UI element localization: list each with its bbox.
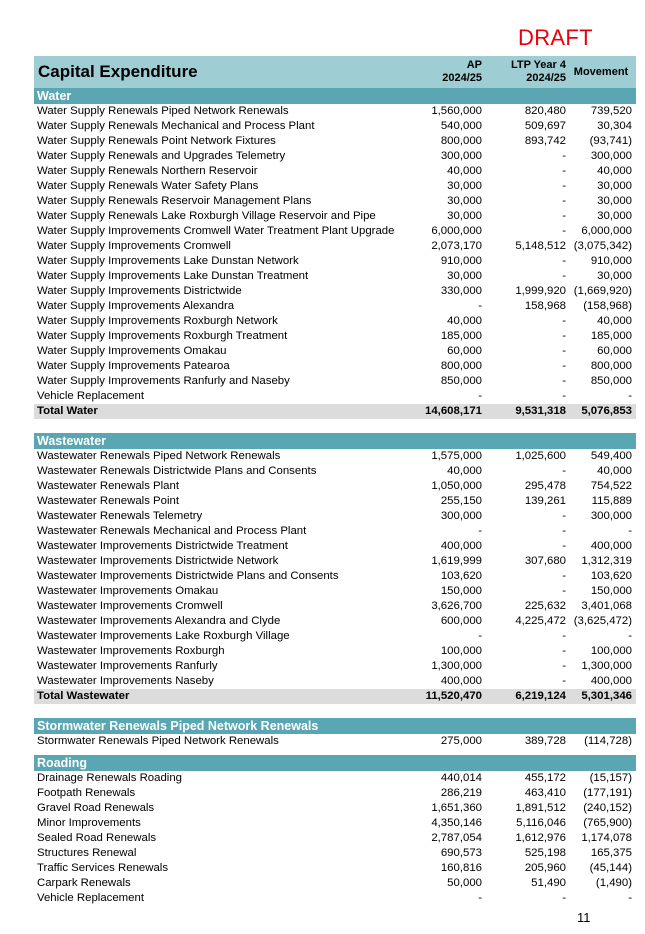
row-label: Wastewater Renewals Telemetry [37,510,203,522]
ap-value: - [478,525,482,537]
ap-value: 400,000 [440,675,482,687]
table-row [34,524,636,539]
ap-value: 440,014 [440,772,482,784]
ltp-value: - [562,360,566,372]
ltp-value: - [562,525,566,537]
ap-value: 1,651,360 [431,802,482,814]
ap-value: 40,000 [447,165,482,177]
row-label: Vehicle Replacement [37,892,145,904]
row-label: Carpark Renewals [37,877,131,889]
ltp-value: - [562,630,566,642]
row-label: Water Supply Improvements Lake Dunstan Treatment [37,270,309,282]
total-row [34,404,636,419]
ap-value: 100,000 [440,645,482,657]
table-row [34,314,636,329]
table-row [34,861,636,876]
ltp-value: 463,410 [524,787,566,799]
movement-value: 400,000 [590,540,632,552]
table-row [34,734,636,749]
ap-value: 40,000 [447,315,482,327]
table-row [34,644,636,659]
movement-value: 30,000 [597,180,632,192]
ltp-value: - [562,570,566,582]
ap-value: 1,575,000 [431,450,482,462]
movement-value: - [628,630,632,642]
ap-value: 2,073,170 [431,240,482,252]
total-row-label: Total Wastewater [34,689,407,704]
row-label: Wastewater Improvements Districtwide Network [37,555,279,567]
row-label: Gravel Road Renewals [37,802,155,814]
ltp-value: - [562,660,566,672]
ltp-value: - [562,270,566,282]
ltp-value: 893,742 [524,135,566,147]
ltp-value: - [562,255,566,267]
movement-value: 150,000 [590,585,632,597]
row-label: Wastewater Renewals Point [37,495,180,507]
ltp-value: - [562,892,566,904]
row-label: Water Supply Renewals Point Network Fixtures [37,135,276,147]
ap-value: - [478,390,482,402]
movement-value: 6,000,000 [581,225,632,237]
column-header-ap-line2: 2024/25 [442,72,482,84]
row-label: Water Supply Renewals Lake Roxburgh Village Reservoir and Pipe [37,210,376,222]
table-row [34,344,636,359]
ltp-value: 820,480 [524,105,566,117]
row-label: Water Supply Improvements Districtwide [37,285,242,297]
table-row [34,224,636,239]
total-row-label: Total Water [34,404,407,419]
capital-expenditure-table [34,56,636,906]
table-row [34,239,636,254]
table-row [34,464,636,479]
movement-value: (15,157) [589,772,632,784]
ltp-value: - [562,585,566,597]
table-row [34,284,636,299]
row-label: Wastewater Improvements Naseby [37,675,214,687]
table-row [34,389,636,404]
section-header-row [34,718,636,734]
ltp-value: - [562,390,566,402]
table-row [34,329,636,344]
row-label: Structures Renewal [37,847,137,859]
movement-value: (765,900) [583,817,632,829]
movement-value: (3,075,342) [573,240,632,252]
row-label: Wastewater Renewals Mechanical and Process Plant [37,525,307,537]
movement-value: 30,000 [597,210,632,222]
movement-value: - [628,892,632,904]
ltp-value: - [562,315,566,327]
ap-value: 4,350,146 [431,817,482,829]
table-row [34,509,636,524]
ltp-value: 158,968 [524,300,566,312]
ltp-value: 225,632 [524,600,566,612]
table-row [34,629,636,644]
movement-value: - [628,390,632,402]
ltp-value: 295,478 [524,480,566,492]
ltp-value: 5,116,046 [516,817,566,829]
table-row [34,299,636,314]
ap-value: 3,626,700 [431,600,482,612]
row-label: Water Supply Improvements Cromwell [37,240,231,252]
movement-value: 40,000 [597,315,632,327]
movement-value: 30,304 [597,120,632,132]
table-row [34,801,636,816]
ltp-value: - [562,180,566,192]
section-title: Stormwater Renewals Piped Network Renewals [34,718,636,734]
ltp-value: 525,198 [524,847,566,859]
movement-value: (3,625,472) [573,615,632,627]
row-label: Footpath Renewals [37,787,136,799]
table-row [34,539,636,554]
row-label: Vehicle Replacement [37,390,145,402]
ltp-value: 389,728 [524,735,566,747]
gap-cell [34,704,636,718]
ap-value: 286,219 [440,787,482,799]
ltp-value: - [562,645,566,657]
ltp-value: 509,697 [524,120,566,132]
total-ap-value: 11,520,470 [407,689,482,704]
row-label: Water Supply Renewals Piped Network Renewals [37,105,289,117]
draft-watermark: DRAFT [518,25,593,50]
table-row [34,179,636,194]
row-label: Water Supply Renewals Northern Reservoir [37,165,258,177]
movement-value: 910,000 [590,255,632,267]
table-row [34,599,636,614]
row-label: Water Supply Improvements Ranfurly and Naseby [37,375,290,387]
movement-value: 100,000 [590,645,632,657]
ap-value: 300,000 [440,510,482,522]
ltp-value: - [562,540,566,552]
movement-value: (240,152) [583,802,632,814]
movement-value: 40,000 [597,165,632,177]
table-row [34,674,636,689]
movement-value: 739,520 [590,105,632,117]
row-label: Water Supply Improvements Lake Dunstan Network [37,255,299,267]
ltp-value: 1,891,512 [515,802,566,814]
column-header-ltp [482,56,566,88]
ltp-value: 139,261 [524,495,566,507]
total-ap-value: 14,608,171 [407,404,482,419]
ap-value: 850,000 [440,375,482,387]
row-label: Water Supply Improvements Cromwell Water Treatment Plant Upgrade [37,225,395,237]
table-row [34,359,636,374]
total-ltp-value: 9,531,318 [482,404,566,419]
ap-value: 30,000 [447,210,482,222]
total-movement-value: 5,301,346 [566,689,636,704]
ap-value: 1,560,000 [431,105,482,117]
ltp-value: - [562,675,566,687]
section-header-row [34,755,636,771]
ap-value: 255,150 [440,495,482,507]
ltp-value: - [562,330,566,342]
movement-value: 165,375 [590,847,632,859]
ap-value: 400,000 [440,540,482,552]
movement-value: 850,000 [590,375,632,387]
table-row [34,614,636,629]
movement-value: (1,490) [595,877,632,889]
section-title: Roading [34,755,636,771]
movement-value: (93,741) [589,135,632,147]
table-row [34,494,636,509]
table-row [34,374,636,389]
ap-value: 275,000 [440,735,482,747]
table-row [34,569,636,584]
movement-value: 549,400 [590,450,632,462]
movement-value: (45,144) [589,862,632,874]
row-label: Stormwater Renewals Piped Network Renewals [37,735,279,747]
ap-value: 1,050,000 [431,480,482,492]
ap-value: 30,000 [447,270,482,282]
row-label: Water Supply Improvements Roxburgh Treatment [37,330,288,342]
row-label: Wastewater Improvements Districtwide Plans and Consents [37,570,339,582]
total-movement-value: 5,076,853 [566,404,636,419]
section-title: Water [34,88,636,104]
ap-value: 30,000 [447,195,482,207]
ap-value: 103,620 [440,570,482,582]
ltp-value: - [562,150,566,162]
column-header-ltp-line2: 2024/25 [526,72,566,84]
ap-value: 160,816 [440,862,482,874]
column-header-ap [407,56,482,88]
section-header-row [34,433,636,449]
ap-value: 1,619,999 [431,555,482,567]
column-header-movement: Movement [566,56,636,88]
movement-value: 1,312,319 [581,555,632,567]
row-label: Water Supply Improvements Omakau [37,345,227,357]
movement-value: 754,522 [590,480,632,492]
row-label: Water Supply Renewals Mechanical and Process Plant [37,120,315,132]
movement-value: 800,000 [590,360,632,372]
row-label: Wastewater Improvements Roxburgh [37,645,225,657]
row-label: Wastewater Improvements Ranfurly [37,660,218,672]
table-row [34,554,636,569]
ltp-value: 307,680 [524,555,566,567]
ap-value: 300,000 [440,150,482,162]
movement-value: 300,000 [590,150,632,162]
row-label: Drainage Renewals Roading [37,772,183,784]
table-row [34,119,636,134]
movement-value: (177,191) [583,787,632,799]
ltp-value: 455,172 [524,772,566,784]
table-row [34,846,636,861]
ltp-value: - [562,510,566,522]
ap-value: 330,000 [440,285,482,297]
movement-value: 30,000 [597,270,632,282]
ap-value: - [478,300,482,312]
movement-value: 30,000 [597,195,632,207]
table-row [34,254,636,269]
table-row [34,149,636,164]
ap-value: 540,000 [440,120,482,132]
table-row [34,479,636,494]
table-row [34,786,636,801]
gap-cell [34,419,636,433]
ltp-value: 1,612,976 [515,832,566,844]
row-label: Minor Improvements [37,817,141,829]
ap-value: 6,000,000 [431,225,482,237]
ltp-value: - [562,225,566,237]
row-label: Water Supply Renewals Reservoir Management Plans [37,195,312,207]
row-label: Wastewater Improvements Cromwell [37,600,223,612]
table-row [34,209,636,224]
row-label: Wastewater Renewals Plant [37,480,180,492]
section-gap [34,419,636,433]
ap-value: - [478,892,482,904]
table-row [34,134,636,149]
movement-value: 115,889 [591,495,632,507]
ap-value: 30,000 [447,180,482,192]
ltp-value: - [562,345,566,357]
ltp-value: 1,025,600 [515,450,566,462]
movement-value: (114,728) [584,735,632,747]
total-row [34,689,636,704]
movement-value: 1,300,000 [581,660,632,672]
row-label: Water Supply Renewals Water Safety Plans [37,180,259,192]
ltp-value: - [562,165,566,177]
row-label: Water Supply Improvements Roxburgh Network [37,315,278,327]
row-label: Water Supply Improvements Patearoa [37,360,230,372]
movement-value: 60,000 [597,345,632,357]
column-header-ap-line1: AP [466,59,482,71]
movement-value: 300,000 [590,510,632,522]
table-row [34,104,636,119]
table-row [34,449,636,464]
ltp-value: 1,999,920 [515,285,566,297]
ap-value: 1,300,000 [431,660,482,672]
table-row [34,831,636,846]
table-row [34,164,636,179]
row-label: Wastewater Renewals Districtwide Plans and Consents [37,465,317,477]
movement-value: 40,000 [597,465,632,477]
ltp-value: - [562,195,566,207]
ap-value: 40,000 [447,465,482,477]
ap-value: 50,000 [447,877,482,889]
page-number: 11 [577,910,591,925]
ap-value: 800,000 [440,360,482,372]
table-header-row [34,56,636,88]
table-row [34,269,636,284]
ltp-value: 5,148,512 [515,240,566,252]
ap-value: 800,000 [440,135,482,147]
section-title: Wastewater [34,433,636,449]
ap-value: 2,787,054 [431,832,482,844]
ltp-value: - [562,210,566,222]
table-row [34,876,636,891]
ap-value: 185,000 [440,330,482,342]
row-label: Wastewater Renewals Piped Network Renewals [37,450,281,462]
table-row [34,194,636,209]
table-row [34,771,636,786]
table-row [34,816,636,831]
table-row [34,584,636,599]
movement-value: 103,620 [590,570,632,582]
row-label: Wastewater Improvements Omakau [37,585,219,597]
ap-value: 690,573 [440,847,482,859]
movement-value: 185,000 [590,330,632,342]
table-row [34,659,636,674]
ltp-value: 4,225,472 [515,615,566,627]
ltp-value: - [562,375,566,387]
row-label: Traffic Services Renewals [37,862,169,874]
column-header-ltp-line1: LTP Year 4 [510,59,566,71]
ap-value: 600,000 [440,615,482,627]
movement-value: 1,174,078 [581,832,632,844]
row-label: Water Supply Improvements Alexandra [37,300,235,312]
table-row [34,891,636,906]
ltp-value: 205,960 [524,862,566,874]
ltp-value: 51,490 [531,877,566,889]
row-label: Sealed Road Renewals [37,832,157,844]
row-label: Wastewater Improvements Lake Roxburgh Village [37,630,290,642]
movement-value: 400,000 [590,675,632,687]
ap-value: 60,000 [447,345,482,357]
row-label: Wastewater Improvements Alexandra and Clyde [37,615,281,627]
table-title: Capital Expenditure [34,56,407,88]
ap-value: 910,000 [440,255,482,267]
movement-value: (158,968) [583,300,632,312]
movement-value: - [628,525,632,537]
ap-value: - [478,630,482,642]
ap-value: 150,000 [440,585,482,597]
section-gap [34,704,636,718]
row-label: Wastewater Improvements Districtwide Treatment [37,540,288,552]
section-header-row [34,88,636,104]
ltp-value: - [562,465,566,477]
total-ltp-value: 6,219,124 [482,689,566,704]
movement-value: 3,401,068 [581,600,632,612]
row-label: Water Supply Renewals and Upgrades Telemetry [37,150,286,162]
movement-value: (1,669,920) [573,285,632,297]
